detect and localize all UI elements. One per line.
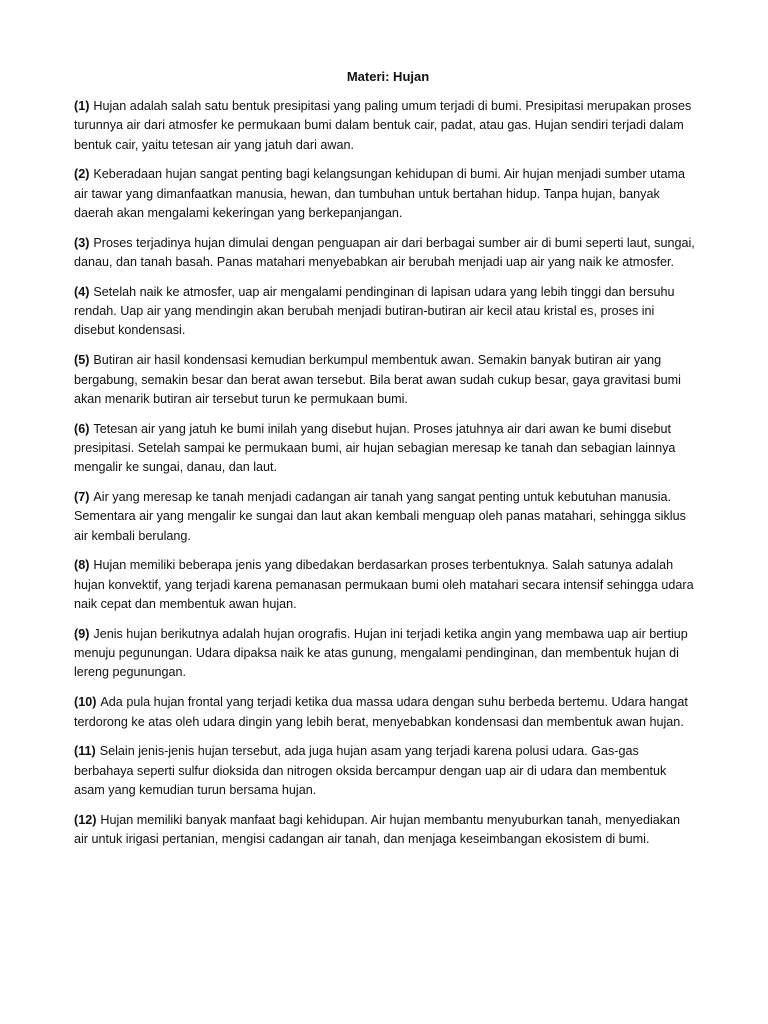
paragraph-2 — [74, 165, 696, 223]
paragraph-number: (8) — [74, 558, 90, 573]
paragraph-text: Proses terjadinya hujan dimulai dengan penguapan air dari berbagai sumber air di bumi seperti laut, sungai, danau, dan tanah basah. Panas matahari menyebabkan air berubah menjadi uap air yang naik ke atmosfer. — [74, 235, 695, 270]
paragraph-3 — [74, 234, 696, 273]
paragraph-4 — [74, 283, 696, 341]
paragraph-number: (10) — [74, 695, 97, 710]
paragraph-number: (11) — [74, 744, 96, 759]
document-title: Materi: Hujan — [346, 69, 430, 84]
paragraph-text: Ada pula hujan frontal yang terjadi ketika dua massa udara dengan suhu berbeda bertemu. Udara hangat terdorong ke atas oleh udara dingin yang lebih berat, menyebabkan kondensasi dan membentuk awan hujan. — [74, 695, 688, 729]
paragraph-text: Hujan memiliki banyak manfaat bagi kehidupan. Air hujan membantu menyuburkan tanah, menyediakan air untuk irigasi pertanian, mengisi cadangan air tanah, dan menjaga keseimbangan ekosistem di bumi. — [74, 812, 681, 846]
paragraph-number: (4) — [74, 284, 90, 299]
paragraph-number: (1) — [74, 99, 90, 113]
paragraph-text: Hujan memiliki beberapa jenis yang dibedakan berdasarkan proses terbentuknya. Salah satunya adalah hujan konvektif, yang terjadi karena pemanasan permukaan bumi oleh matahari secara intensif sehingga udara naik cepat dan membentuk awan hujan. — [74, 558, 694, 612]
paragraph-1 — [74, 97, 696, 155]
paragraph-5 — [74, 351, 696, 409]
paragraph-number: (2) — [74, 167, 90, 182]
paragraph-11 — [74, 742, 696, 800]
paragraph-6 — [74, 420, 696, 478]
paragraph-number: (5) — [74, 353, 90, 368]
paragraph-10 — [74, 693, 696, 732]
paragraph-text: Keberadaan hujan sangat penting bagi kelangsungan kehidupan di bumi. Air hujan menjadi sumber utama air tawar yang dimanfaatkan manusia, hewan, dan tumbuhan untuk bertahan hidup. Tanpa hujan, banyak daerah akan mengalami kekeringan yang berkepanjangan. — [74, 167, 686, 220]
paragraph-number: (6) — [74, 421, 90, 436]
paragraph-text: Jenis hujan berikutnya adalah hujan orografis. Hujan ini terjadi ketika angin yang membawa uap air bertiup menuju pegunungan. Udara dipaksa naik ke atas gunung, mengalami pendinginan, dan membentuk hujan di lereng pegunungan. — [74, 626, 688, 680]
paragraph-number: (12) — [74, 812, 97, 827]
paragraph-text: Butiran air hasil kondensasi kemudian berkumpul membentuk awan. Semakin banyak butiran air yang bergabung, semakin besar dan berat awan tersebut. Bila berat awan sudah cukup besar, gaya gravitasi bumi akan menarik butiran air tersebut turun ke permukaan bumi. — [74, 353, 681, 406]
paragraph-12 — [74, 811, 696, 850]
paragraph-number: (3) — [74, 235, 90, 250]
paragraph-7 — [74, 488, 696, 546]
paragraph-text: Setelah naik ke atmosfer, uap air mengalami pendinginan di lapisan udara yang lebih tinggi dan bersuhu rendah. Uap air yang mendingin akan berubah menjadi butiran-butiran air kecil atau kristal es, proses ini disebut kondensasi. — [74, 284, 675, 338]
paragraph-number: (7) — [74, 490, 90, 505]
paragraph-text: Tetesan air yang jatuh ke bumi inilah yang disebut hujan. Proses jatuhnya air dari awan ke bumi disebut presipitasi. Setelah sampai ke permukaan bumi, air hujan sebagian meresap ke tanah dan sebagian lainnya mengalir ke sungai, danau, dan laut. — [74, 421, 676, 475]
document-page — [74, 67, 696, 860]
paragraph-number: (9) — [74, 626, 90, 641]
paragraph-text: Selain jenis-jenis hujan tersebut, ada juga hujan asam yang terjadi karena polusi udara. Gas-gas berbahaya seperti sulfur dioksida dan nitrogen oksida bercampur dengan uap air di udara dan membentuk asam yang kemudian turun bersama hujan. — [74, 744, 667, 797]
paragraph-text: Air yang meresap ke tanah menjadi cadangan air tanah yang sangat penting untuk kebutuhan manusia. Sementara air yang mengalir ke sungai dan laut akan kembali menguap oleh panas matahari, sehingga siklus air kembali berulang. — [74, 490, 686, 543]
paragraph-9 — [74, 625, 696, 683]
paragraph-text: Hujan adalah salah satu bentuk presipitasi yang paling umum terjadi di bumi. Presipitasi merupakan proses turunnya air dari atmosfer ke permukaan bumi dalam bentuk cair, padat, atau gas. Hujan sendiri terjadi dalam bentuk cair, yaitu tetesan air yang jatuh dari awan. — [74, 99, 692, 152]
paragraph-8 — [74, 556, 696, 614]
